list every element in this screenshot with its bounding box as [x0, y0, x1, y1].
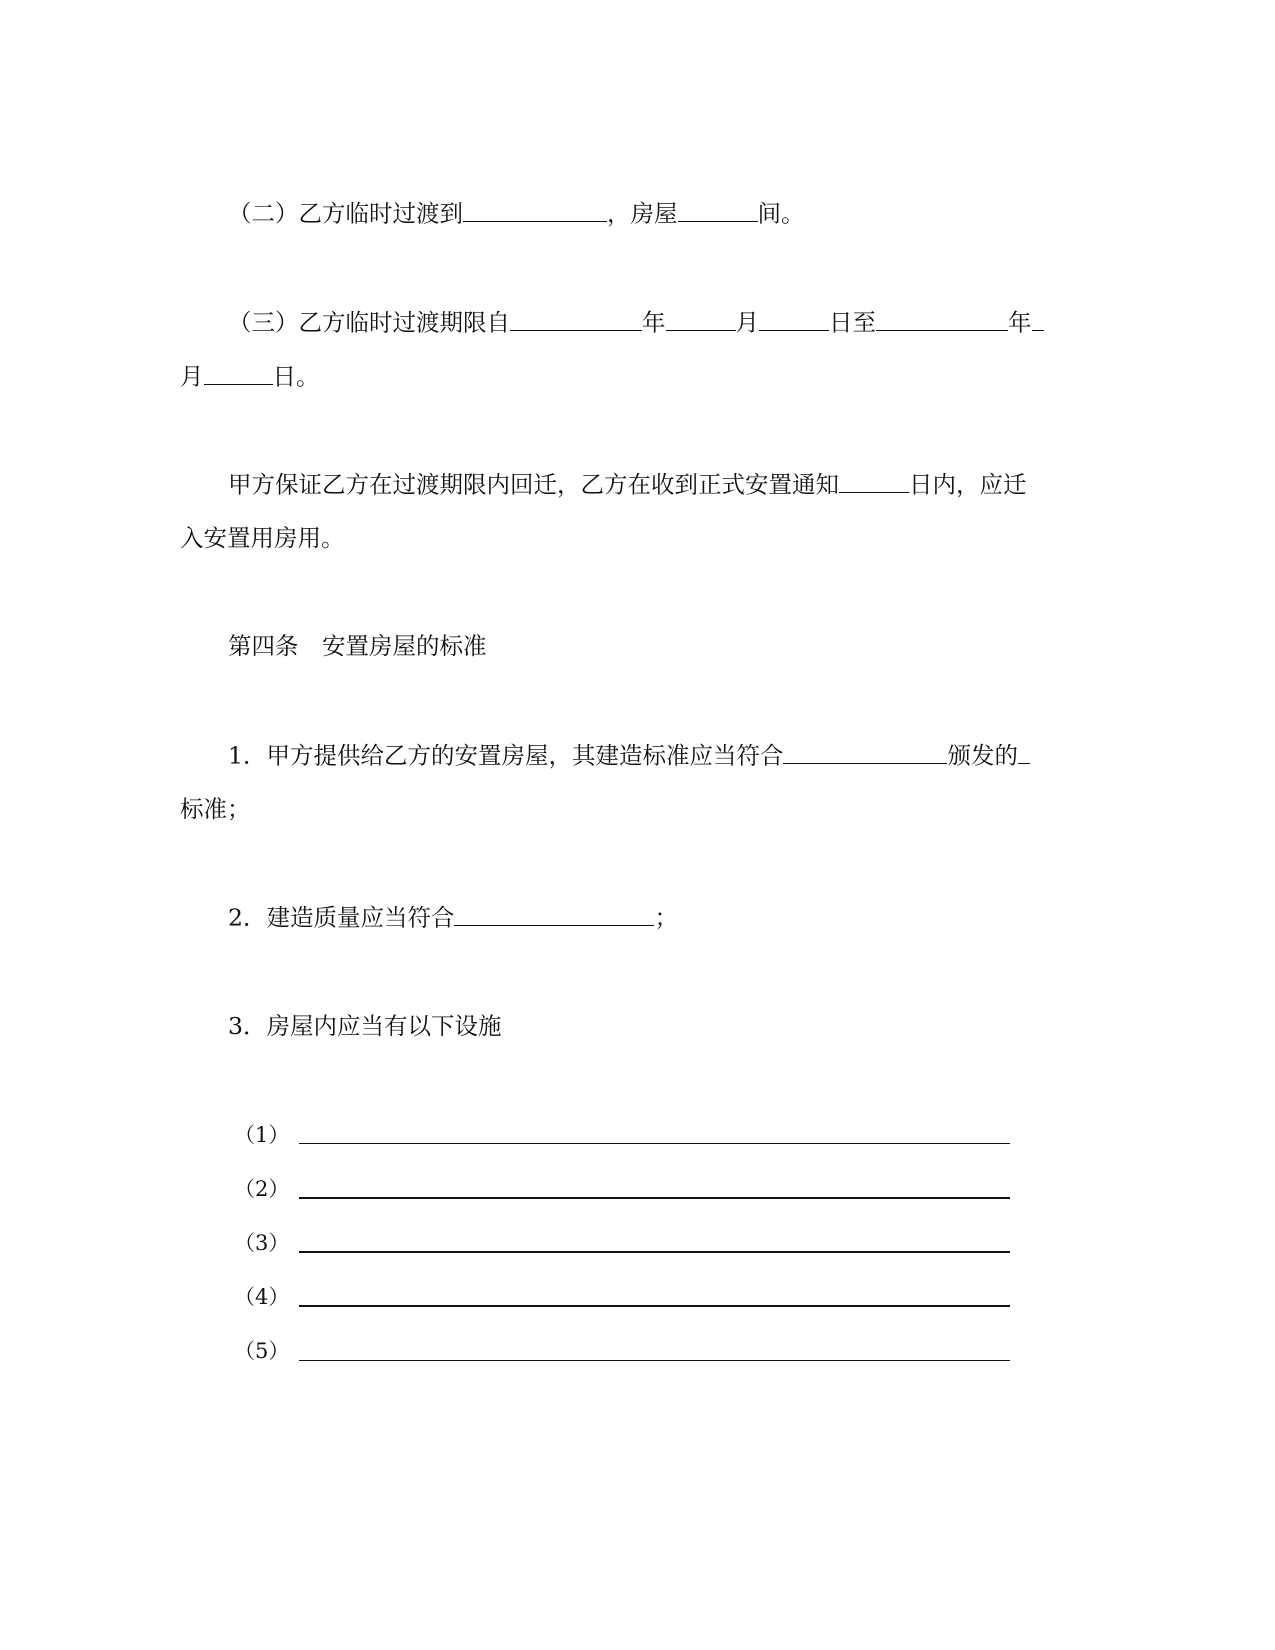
item-3-text: 3．房屋内应当有以下设施: [228, 1012, 502, 1040]
article-4-item-1-line-2: [180, 793, 251, 825]
facility-blank-5: [299, 1360, 1010, 1361]
facility-blank-1: [299, 1143, 1010, 1144]
article-4-item-2: [228, 901, 678, 934]
facility-row-5: [0, 1335, 1275, 1375]
clause-3-text-start: （三）乙方临时过渡期限自: [228, 308, 510, 337]
clause-2-text-end: 间。: [757, 199, 805, 228]
facility-label-3: （3）: [234, 1231, 290, 1255]
facility-row-3: [0, 1227, 1275, 1267]
standard-name-blank: [1018, 739, 1030, 764]
issuing-authority-blank: [783, 739, 947, 764]
facility-blank-3: [299, 1251, 1010, 1253]
facility-row-4: [0, 1281, 1275, 1321]
guarantee-line-2: [180, 522, 345, 554]
facility-row-1: [0, 1119, 1275, 1159]
start-day-to-label: 日至: [829, 308, 876, 337]
clause-2-text-mid: ，房屋: [607, 199, 678, 228]
start-month-label: 月: [735, 308, 759, 337]
room-count-blank: [678, 197, 758, 222]
article-4-title-text: 第四条 安置房屋的标准: [228, 632, 487, 660]
clause-3-line-2: [180, 360, 320, 393]
start-year-blank: [510, 306, 642, 331]
item-1-text-start: 1．甲方提供给乙方的安置房屋，其建造标准应当符合: [228, 741, 784, 770]
end-month-label: 月: [180, 362, 204, 391]
article-4-item-3: [228, 1010, 501, 1042]
start-year-label: 年: [642, 308, 666, 337]
clause-3-line-1: [228, 306, 1044, 339]
item-2-text-start: 2．建造质量应当符合: [228, 903, 455, 932]
facility-label-2: （2）: [234, 1177, 290, 1201]
item-2-text-end: ；: [654, 903, 678, 932]
facility-row-2: [0, 1173, 1275, 1213]
end-year-label: 年: [1008, 308, 1032, 337]
facility-label-5: （5）: [234, 1339, 290, 1363]
clause-2-text-start: （二）乙方临时过渡到: [228, 199, 463, 228]
transition-location-blank: [463, 197, 607, 222]
clause-2-line: [228, 197, 805, 230]
item-1-text-end: 标准；: [180, 795, 251, 823]
facility-blank-4: [299, 1305, 1010, 1307]
guarantee-text-continued: 入安置用房用。: [180, 524, 345, 552]
article-4-title: [228, 630, 487, 662]
facility-blank-2: [299, 1197, 1010, 1199]
end-day-blank: [204, 360, 273, 385]
quality-standard-blank: [454, 901, 654, 926]
facility-label-1: （1）: [234, 1123, 290, 1147]
facility-label-4: （4）: [234, 1285, 290, 1309]
start-day-blank: [759, 306, 829, 331]
end-day-label: 日。: [272, 362, 320, 391]
end-month-blank-start: [1032, 306, 1044, 331]
article-4-item-1-line-1: [228, 739, 1030, 772]
item-1-text-mid: 颁发的: [947, 741, 1018, 770]
guarantee-text-end: 日内，应迁: [909, 470, 1027, 499]
start-month-blank: [666, 306, 736, 331]
end-year-blank: [876, 306, 1008, 331]
guarantee-line-1: [228, 468, 1027, 501]
move-in-days-blank: [839, 468, 909, 493]
guarantee-text-start: 甲方保证乙方在过渡期限内回迁，乙方在收到正式安置通知: [228, 470, 839, 499]
